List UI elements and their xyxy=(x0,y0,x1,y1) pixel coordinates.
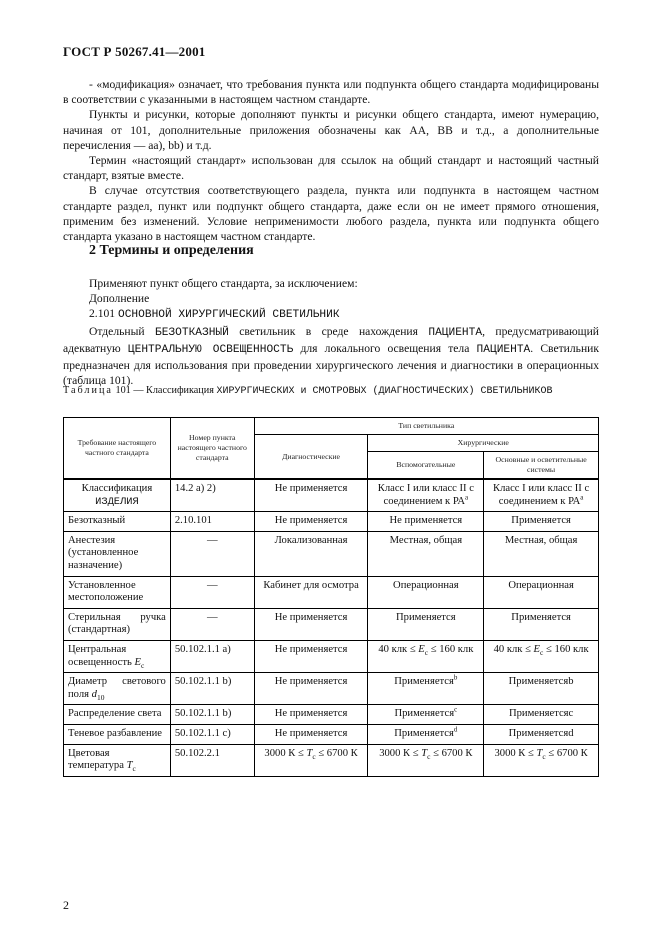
table-row xyxy=(64,479,599,512)
clause-text: 50.102.1.1 а) xyxy=(174,643,231,655)
requirement-text: Диаметр светового поля xyxy=(68,676,166,700)
table-caption-term: ХИРУРГИЧЕСКИХ и СМОТРОВЫХ (ДИАГНОСТИЧЕСКИХ) СВЕТИЛЬНИКОВ xyxy=(216,386,553,397)
requirement-term: ИЗДЕЛИЯ xyxy=(95,495,139,508)
main-cell xyxy=(484,531,599,576)
diagnostic-cell xyxy=(254,640,368,672)
value-prefix: 3000 К ≤ xyxy=(494,747,537,759)
main-cell xyxy=(484,744,599,776)
header-clause: Номер пункта настоящего частного стандарта xyxy=(170,418,254,480)
subscript: c xyxy=(427,751,431,761)
clause-text: 14.2 а) 2) xyxy=(174,483,216,494)
diagnostic-cell xyxy=(254,479,368,512)
auxiliary-cell xyxy=(368,744,484,776)
page-number: 2 xyxy=(63,898,69,912)
table-caption-number: 101 — Классификация xyxy=(115,385,214,396)
subscript: c xyxy=(424,648,429,658)
requirement-text: Классификация xyxy=(81,483,153,494)
clause-text: 50.102.1.1 с) xyxy=(174,727,231,739)
auxiliary-cell xyxy=(368,531,484,576)
main-cell xyxy=(484,479,599,512)
diagnostic-cell xyxy=(254,512,368,532)
value-suffix: ≤ 160 клк xyxy=(543,643,589,655)
main-cell xyxy=(484,512,599,532)
diagnostic-cell xyxy=(254,576,368,608)
intro-paragraph: Пункты и рисунки, которые дополняют пункты и рисунки общего стандарта, имеют нумерацию, начиная от 101, дополнительные приложения обозначены как АА, ВВ и т.д., а дополнительные перечисления — аа), bb) и т.д. xyxy=(63,108,599,152)
clause-text: — xyxy=(206,534,218,546)
requirement-text: Безотказный xyxy=(68,515,126,527)
requirement-text: Установленное местоположение xyxy=(68,579,144,604)
value-suffix: ≤ 6700 К xyxy=(315,747,358,759)
clause-cell xyxy=(170,705,254,725)
auxiliary-cell xyxy=(368,640,484,672)
value-prefix: 40 клк ≤ xyxy=(378,643,419,655)
clause-text: — xyxy=(206,579,218,591)
intro-paragraph: - «модификация» означает, что требования пункта или подпункта общего стандарта модифицированы в соответствии с указанными в настоящем частном стандарте. xyxy=(63,78,599,107)
subscript: c xyxy=(540,648,544,658)
requirement-text: Теневое разбавление xyxy=(68,727,163,739)
clause-text: — xyxy=(206,611,218,623)
requirement-cell xyxy=(64,744,171,776)
main-cell xyxy=(484,673,599,705)
clause-cell xyxy=(170,576,254,608)
table-caption-label: Таблица xyxy=(63,385,113,396)
table-row xyxy=(64,744,599,776)
table-caption xyxy=(63,384,599,398)
table-row xyxy=(64,640,599,672)
requirement-text: Центральная освещенность xyxy=(68,643,132,668)
auxiliary-cell xyxy=(368,705,484,725)
diagnostic-cell xyxy=(254,744,368,776)
requirement-text: Распределение света xyxy=(68,708,162,720)
table-row xyxy=(64,576,599,608)
header-surgical: Хирургические xyxy=(368,435,599,452)
requirement-cell xyxy=(64,673,171,705)
auxiliary-cell xyxy=(368,724,484,744)
requirement-cell xyxy=(64,512,171,532)
header-main: Основные и осветительные системы xyxy=(484,452,599,480)
header-auxiliary: Вспомогательные xyxy=(368,452,484,480)
table-row xyxy=(64,512,599,532)
header-type: Тип светильника xyxy=(254,418,598,435)
clause-text: 50.102.2.1 xyxy=(174,747,220,759)
requirement-text: Цветовая температура xyxy=(68,747,124,772)
intro-paragraph: В случае отсутствия соответствующего раздела, пункта или подпункта в настоящем частном стандарте раздел, пункт или подпункт общего стандарта, даже если он не имеет прямого отношения, применим без изменений. Условие неприменимости любого раздела, пункта или подпункта общего стандарта указано в настоящем частном стандарте. xyxy=(63,184,599,244)
main-cell-text: Применяетсяс xyxy=(508,708,574,720)
symbol: E xyxy=(533,643,541,655)
table-row xyxy=(64,705,599,725)
clause-text: 50.102.1.1 b) xyxy=(174,676,232,688)
value-prefix: 3000 К ≤ xyxy=(379,747,422,759)
diagnostic-cell-text: Локализованная xyxy=(274,534,348,546)
definition-term: ОСНОВНОЙ ХИРУРГИЧЕСКИЙ СВЕТИЛЬНИК xyxy=(118,309,340,322)
main-cell xyxy=(484,608,599,640)
value-prefix: 40 клк ≤ xyxy=(493,643,534,655)
main-cell-text: Операционная xyxy=(508,579,574,591)
value-suffix: ≤ 6700 К xyxy=(545,747,588,759)
classification-table xyxy=(63,417,599,777)
value-prefix: 3000 К ≤ xyxy=(264,747,307,759)
auxiliary-cell-text: Класс I или класс II с соединением к РА xyxy=(377,483,474,507)
main-cell xyxy=(484,576,599,608)
footnote-mark: a xyxy=(465,493,469,502)
diagnostic-cell xyxy=(254,705,368,725)
diagnostic-cell xyxy=(254,608,368,640)
subscript: c xyxy=(542,751,546,761)
main-cell-text: Применяется xyxy=(511,515,571,527)
clause-cell xyxy=(170,640,254,672)
value-suffix: ≤ 6700 К xyxy=(430,747,473,759)
header-diagnostic: Диагностические xyxy=(254,435,368,480)
symbol: E xyxy=(134,656,141,668)
symbol: T xyxy=(306,747,313,759)
standard-header: ГОСТ Р 50267.41—2001 xyxy=(63,44,206,59)
intro-paragraph: Термин «настоящий стандарт» использован для ссылок на общий стандарт и настоящий частный стандарт, взятые вместе. xyxy=(63,154,599,183)
diagnostic-cell xyxy=(254,531,368,576)
diagnostic-cell-text: Не применяется xyxy=(274,676,348,688)
requirement-cell xyxy=(64,640,171,672)
section-line: Применяют пункт общего стандарта, за исключением: xyxy=(89,277,358,290)
diagnostic-cell-text: Не применяется xyxy=(274,643,348,655)
symbol: T xyxy=(126,760,133,772)
diagnostic-cell-text: Не применяется xyxy=(274,483,348,494)
requirement-cell xyxy=(64,479,171,512)
symbol: E xyxy=(418,643,425,655)
requirement-cell xyxy=(64,531,171,576)
footnote-mark: d xyxy=(453,725,458,734)
definition-text: Отдельный БЕЗОТКАЗНЫЙ светильник в среде нахождения ПАЦИЕНТА, предусматривающий адекватную ЦЕНТРАЛЬНУЮ ОСВЕЩЕННОСТЬ для локального освещения тела ПАЦИЕНТА. Светильник предназначен для использования при проведении хирургического лечения и диагностики в операционных (таблица 101). xyxy=(63,324,599,388)
requirement-cell xyxy=(64,608,171,640)
main-cell-text: Местная, общая xyxy=(504,534,578,546)
intro-text xyxy=(63,77,599,244)
main-cell xyxy=(484,705,599,725)
diagnostic-cell xyxy=(254,673,368,705)
clause-cell xyxy=(170,724,254,744)
auxiliary-cell xyxy=(368,512,484,532)
subscript: 10 xyxy=(96,692,105,702)
diagnostic-cell-text: Не применяется xyxy=(274,611,348,623)
footnote-mark: c xyxy=(454,705,458,714)
table-row xyxy=(64,531,599,576)
auxiliary-cell-text: Местная, общая xyxy=(389,534,463,546)
clause-cell xyxy=(170,479,254,512)
main-cell-text: Применяется xyxy=(511,611,571,623)
auxiliary-cell-text: Применяется xyxy=(394,708,455,720)
auxiliary-cell-text: Применяется xyxy=(394,727,454,739)
section-title: 2 Термины и определения xyxy=(89,243,254,258)
auxiliary-cell xyxy=(368,608,484,640)
value-suffix: ≤ 160 клк xyxy=(428,643,474,655)
clause-cell xyxy=(170,744,254,776)
auxiliary-cell-text: Применяется xyxy=(396,611,456,623)
auxiliary-cell-text: Применяется xyxy=(394,676,454,688)
footnote-mark: a xyxy=(580,493,584,502)
diagnostic-cell-text: Кабинет для осмотра xyxy=(263,579,359,591)
definition-number: 2.101 xyxy=(89,307,116,321)
header-requirement: Требование настоящего частного стандарта xyxy=(64,418,171,480)
requirement-text: Анестезия (установленное назначение) xyxy=(68,534,139,571)
main-cell xyxy=(484,640,599,672)
symbol: T xyxy=(421,747,428,759)
clause-text: 2.10.101 xyxy=(174,515,212,527)
clause-cell xyxy=(170,608,254,640)
auxiliary-cell-text: Не применяется xyxy=(389,515,463,527)
main-cell-text: Класс I или класс II с соединением к РА xyxy=(493,483,590,507)
table-row xyxy=(64,724,599,744)
auxiliary-cell-text: Операционная xyxy=(393,579,459,591)
diagnostic-cell xyxy=(254,724,368,744)
symbol: T xyxy=(536,747,543,759)
requirement-cell xyxy=(64,576,171,608)
subscript: c xyxy=(140,660,145,670)
clause-cell xyxy=(170,512,254,532)
requirement-text: Стерильная ручка (стандартная) xyxy=(68,611,166,636)
table-row xyxy=(64,673,599,705)
clause-cell xyxy=(170,673,254,705)
diagnostic-cell-text: Не применяется xyxy=(274,708,348,720)
section-text xyxy=(63,276,599,388)
subscript: c xyxy=(132,764,136,774)
diagnostic-cell-text: Не применяется xyxy=(274,515,348,527)
main-cell xyxy=(484,724,599,744)
symbol: d xyxy=(91,688,97,700)
clause-cell xyxy=(170,531,254,576)
section-line: Дополнение xyxy=(89,292,150,306)
requirement-cell xyxy=(64,724,171,744)
auxiliary-cell xyxy=(368,479,484,512)
clause-text: 50.102.1.1 b) xyxy=(174,708,232,720)
diagnostic-cell-text: Не применяется xyxy=(274,727,348,739)
footnote-mark: b xyxy=(453,673,458,682)
definition-heading xyxy=(63,306,599,323)
table-row xyxy=(64,608,599,640)
requirement-cell xyxy=(64,705,171,725)
auxiliary-cell xyxy=(368,576,484,608)
main-cell-text: Применяетсяd xyxy=(508,727,574,739)
main-cell-text: Применяетсяb xyxy=(508,676,574,688)
auxiliary-cell xyxy=(368,673,484,705)
subscript: c xyxy=(312,751,316,761)
